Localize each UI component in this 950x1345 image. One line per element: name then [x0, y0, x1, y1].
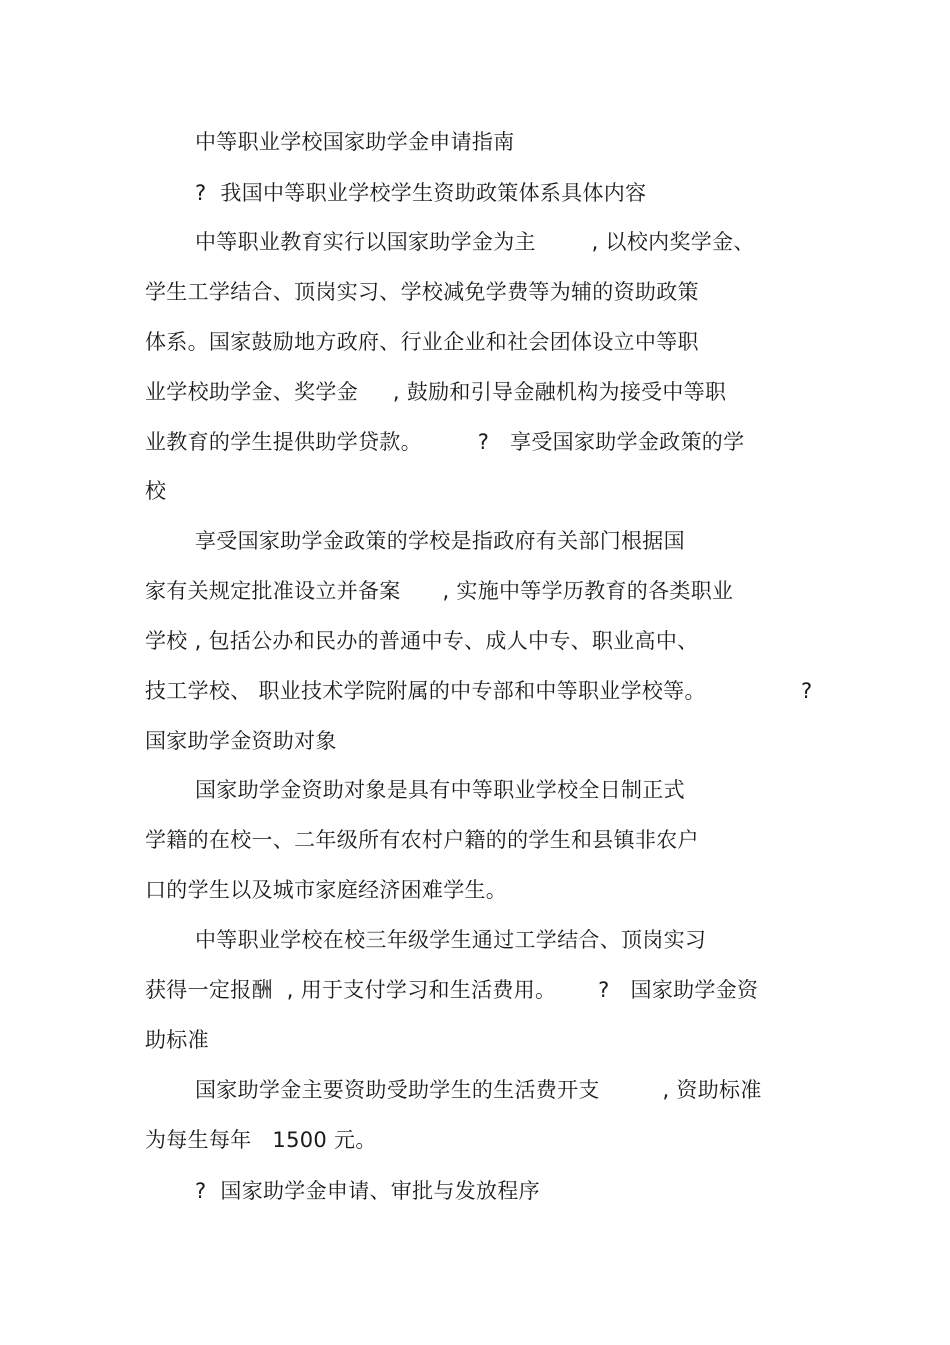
- section-heading-procedure: ? 国家助学金申请、审批与发放程序: [195, 1179, 540, 1203]
- paragraph-line: 家有关规定批准设立并备案 , 实施中等学历教育的各类职业: [145, 579, 734, 603]
- section-heading-policy-system: ? 我国中等职业学校学生资助政策体系具体内容: [195, 181, 647, 205]
- document-title: 中等职业学校国家助学金申请指南: [195, 130, 515, 154]
- paragraph-line: 业教育的学生提供助学贷款。 ? 享受国家助学金政策的学: [145, 430, 745, 454]
- paragraph-line: 学校 , 包括公办和民办的普通中专、成人中专、职业高中、: [145, 629, 699, 653]
- paragraph-line: 中等职业教育实行以国家助学金为主 , 以校内奖学金、: [195, 230, 755, 254]
- paragraph-line: 助标准: [145, 1028, 209, 1052]
- paragraph-line: 技工学校、 职业技术学院附属的中专部和中等职业学校等。: [145, 679, 706, 703]
- paragraph-line: 国家助学金主要资助受助学生的生活费开支 , 资助标准: [195, 1078, 762, 1102]
- question-mark-bullet: ?: [801, 679, 813, 703]
- paragraph-line: 业学校助学金、奖学金 , 鼓励和引导金融机构为接受中等职: [145, 380, 727, 404]
- paragraph-line: 口的学生以及城市家庭经济困难学生。: [145, 878, 508, 902]
- paragraph-line: 中等职业学校在校三年级学生通过工学结合、顶岗实习: [195, 928, 707, 952]
- paragraph-line: 享受国家助学金政策的学校是指政府有关部门根据国: [195, 529, 685, 553]
- paragraph-line: 为每生每年 1500 元。: [145, 1128, 377, 1152]
- paragraph-line: 国家助学金资助对象是具有中等职业学校全日制正式: [195, 778, 685, 802]
- paragraph-line: 学籍的在校一、二年级所有农村户籍的的学生和县镇非农户: [145, 828, 699, 852]
- paragraph-line: 体系。国家鼓励地方政府、行业企业和社会团体设立中等职: [145, 330, 699, 354]
- section-heading-recipients: 国家助学金资助对象: [145, 729, 337, 753]
- paragraph-line: 校: [145, 479, 167, 503]
- paragraph-line: 学生工学结合、顶岗实习、学校减免学费等为辅的资助政策: [145, 280, 699, 304]
- paragraph-line: 获得一定报酬 , 用于支付学习和生活费用。 ? 国家助学金资: [145, 978, 759, 1002]
